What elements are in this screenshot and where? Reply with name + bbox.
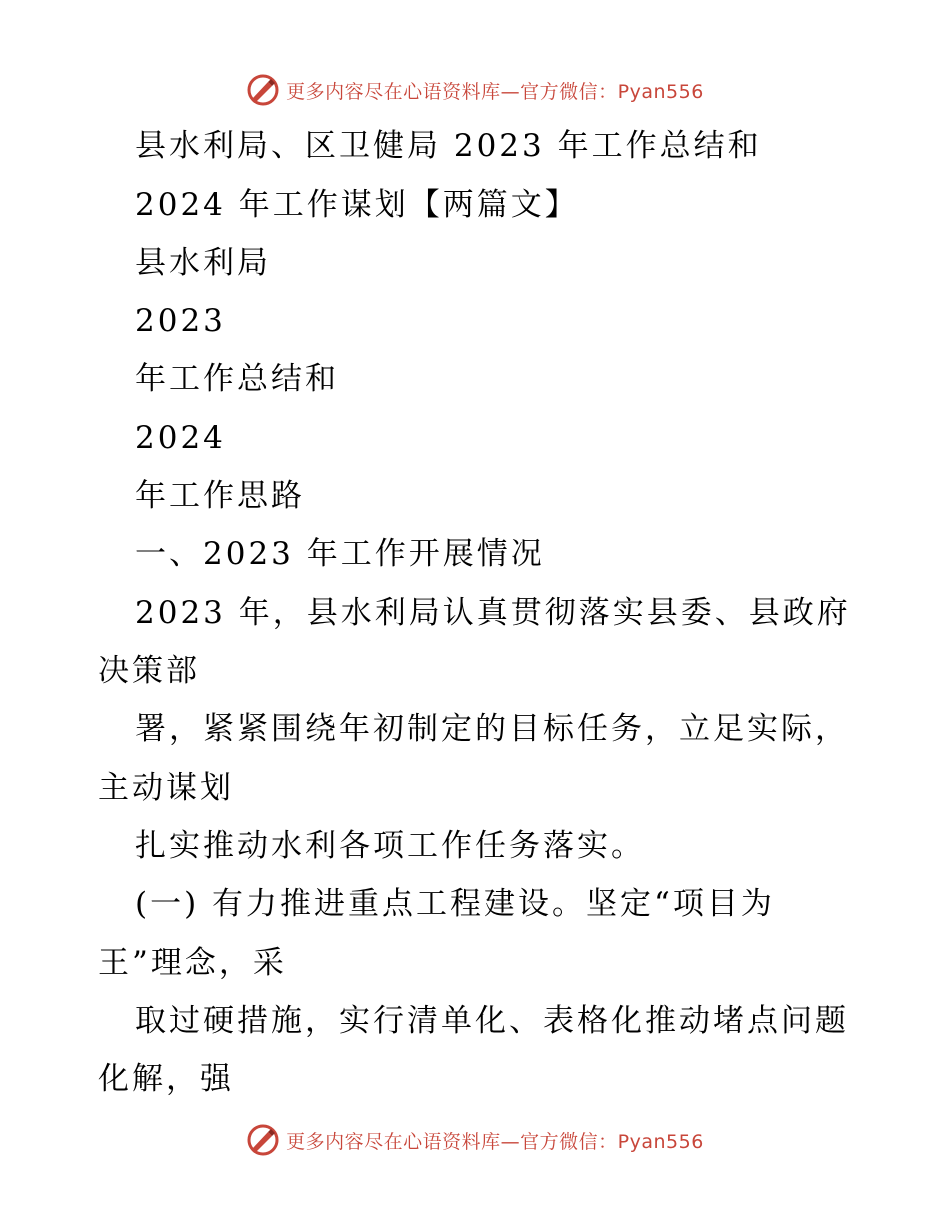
doc-paragraph-line: (一) 有力推进重点工程建设。坚定“项目为	[135, 886, 775, 922]
pen-logo-icon	[246, 73, 280, 107]
doc-line: 2024	[135, 420, 226, 456]
doc-paragraph-line: 取过硬措施，实行清单化、表格化推动堵点问题	[135, 1003, 849, 1039]
doc-line: 年工作思路	[135, 478, 305, 514]
watermark-text: 更多内容尽在心语资料库—官方微信：Pyan556	[286, 80, 704, 103]
doc-line: 县水利局	[135, 245, 271, 281]
doc-paragraph-line: 扎实推动水利各项工作任务落实。	[135, 828, 645, 864]
doc-paragraph-line: 2023 年，县水利局认真贯彻落实县委、县政府	[135, 595, 851, 631]
pen-logo-icon	[246, 1123, 280, 1157]
section-heading: 一、2023 年工作开展情况	[135, 536, 545, 572]
doc-title-line-2: 2024 年工作谋划【两篇文】	[135, 187, 579, 223]
doc-paragraph-line: 王”理念，采	[98, 945, 287, 981]
watermark-banner-top	[0, 70, 950, 110]
doc-paragraph-line: 化解，强	[98, 1061, 234, 1097]
doc-paragraph-line: 署，紧紧围绕年初制定的目标任务，立足实际，	[135, 711, 849, 747]
doc-paragraph-line: 主动谋划	[98, 770, 234, 806]
doc-title-line-1: 县水利局、区卫健局 2023 年工作总结和	[135, 128, 762, 164]
watermark-banner-bottom	[0, 1120, 950, 1160]
watermark-text: 更多内容尽在心语资料库—官方微信：Pyan556	[286, 1130, 704, 1153]
doc-paragraph-line: 决策部	[98, 653, 200, 689]
doc-line: 年工作总结和	[135, 361, 339, 397]
doc-line: 2023	[135, 303, 226, 339]
